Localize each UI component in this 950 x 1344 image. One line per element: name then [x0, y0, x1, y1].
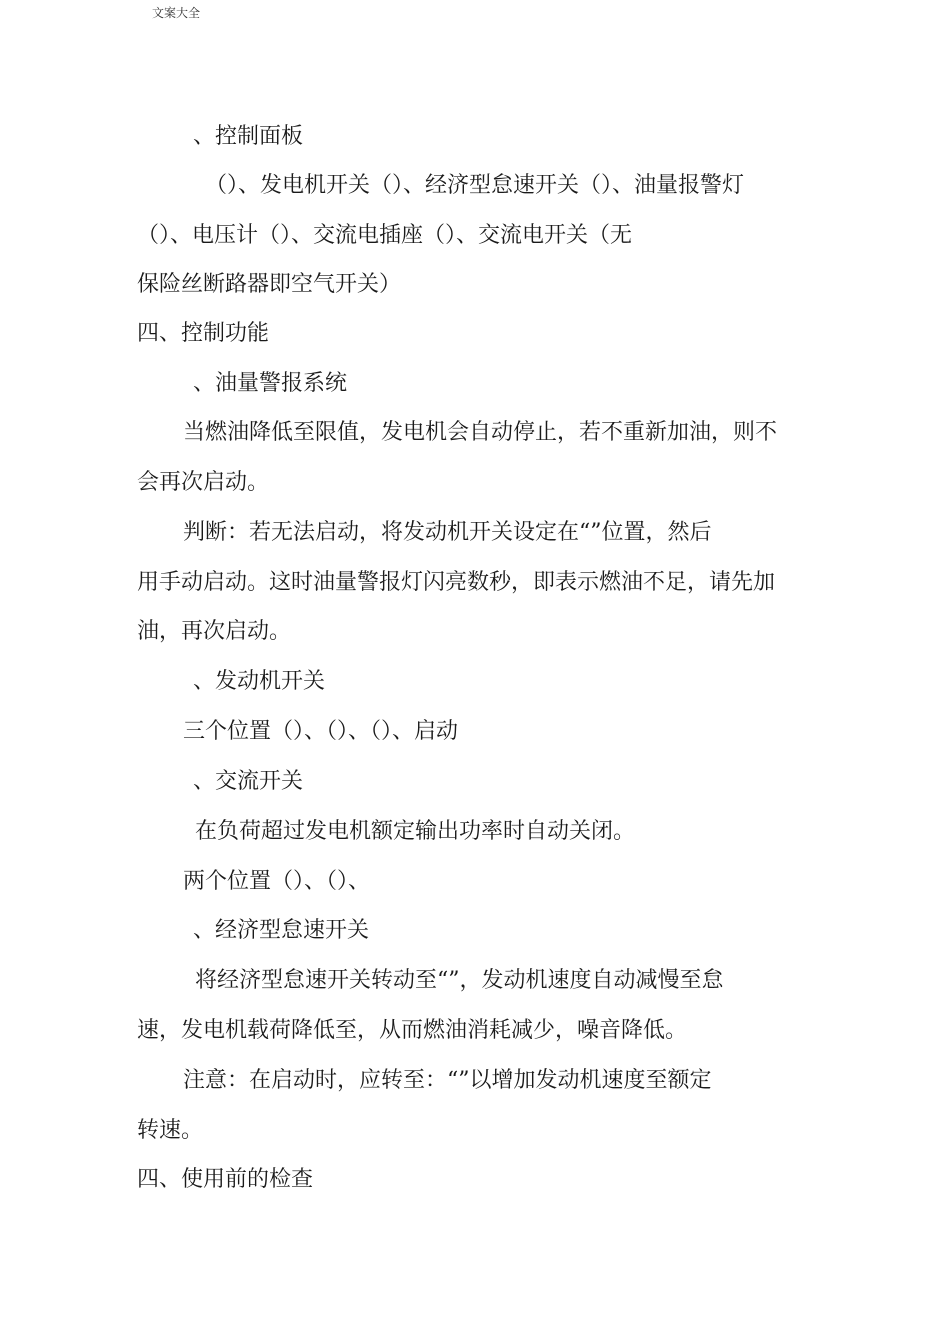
subheading-engine-switch: 、发动机开关 — [193, 669, 326, 694]
paragraph-line: 油，再次启动。 — [137, 619, 292, 644]
paragraph-line: 保险丝断路器即空气开关） — [137, 272, 402, 297]
paragraph-line: 会再次启动。 — [137, 470, 270, 495]
heading-control-functions: 四、控制功能 — [137, 321, 270, 346]
page-header-label: 文案大全 — [152, 6, 201, 20]
paragraph-line: （）、电压计（）、交流电插座（）、交流电开关（无 — [137, 223, 633, 248]
heading-pre-use-check: 四、使用前的检查 — [137, 1167, 314, 1192]
paragraph-line: 当燃油降低至限值，发电机会自动停止，若不重新加油，则不 — [183, 420, 778, 445]
paragraph-line: （）、发电机开关（）、经济型怠速开关（）、油量报警灯 — [205, 173, 745, 198]
subheading-ac-switch: 、交流开关 — [193, 769, 304, 794]
paragraph-line: 在负荷超过发电机额定输出功率时自动关闭。 — [195, 819, 636, 844]
paragraph-line: 三个位置（）、（）、（）、启动 — [183, 719, 459, 744]
paragraph-line: 速，发电机载荷降低至，从而燃油消耗减少，噪音降低。 — [137, 1018, 688, 1043]
paragraph-line: 用手动启动。这时油量警报灯闪亮数秒，即表示燃油不足，请先加 — [137, 570, 776, 595]
subheading-eco-idle-switch: 、经济型怠速开关 — [193, 918, 370, 943]
paragraph-line: 转速。 — [137, 1118, 204, 1143]
paragraph-line: 判断：若无法启动，将发动机开关设定在“”位置，然后 — [183, 520, 712, 545]
paragraph-line: 注意：在启动时，应转至：“”以增加发动机速度至额定 — [183, 1068, 712, 1093]
subheading-control-panel: 、控制面板 — [193, 124, 304, 149]
subheading-fuel-alarm: 、油量警报系统 — [193, 371, 348, 396]
paragraph-line: 将经济型怠速开关转动至“”，发动机速度自动减慢至怠 — [195, 968, 724, 993]
paragraph-line: 两个位置（）、（）、 — [183, 869, 371, 894]
